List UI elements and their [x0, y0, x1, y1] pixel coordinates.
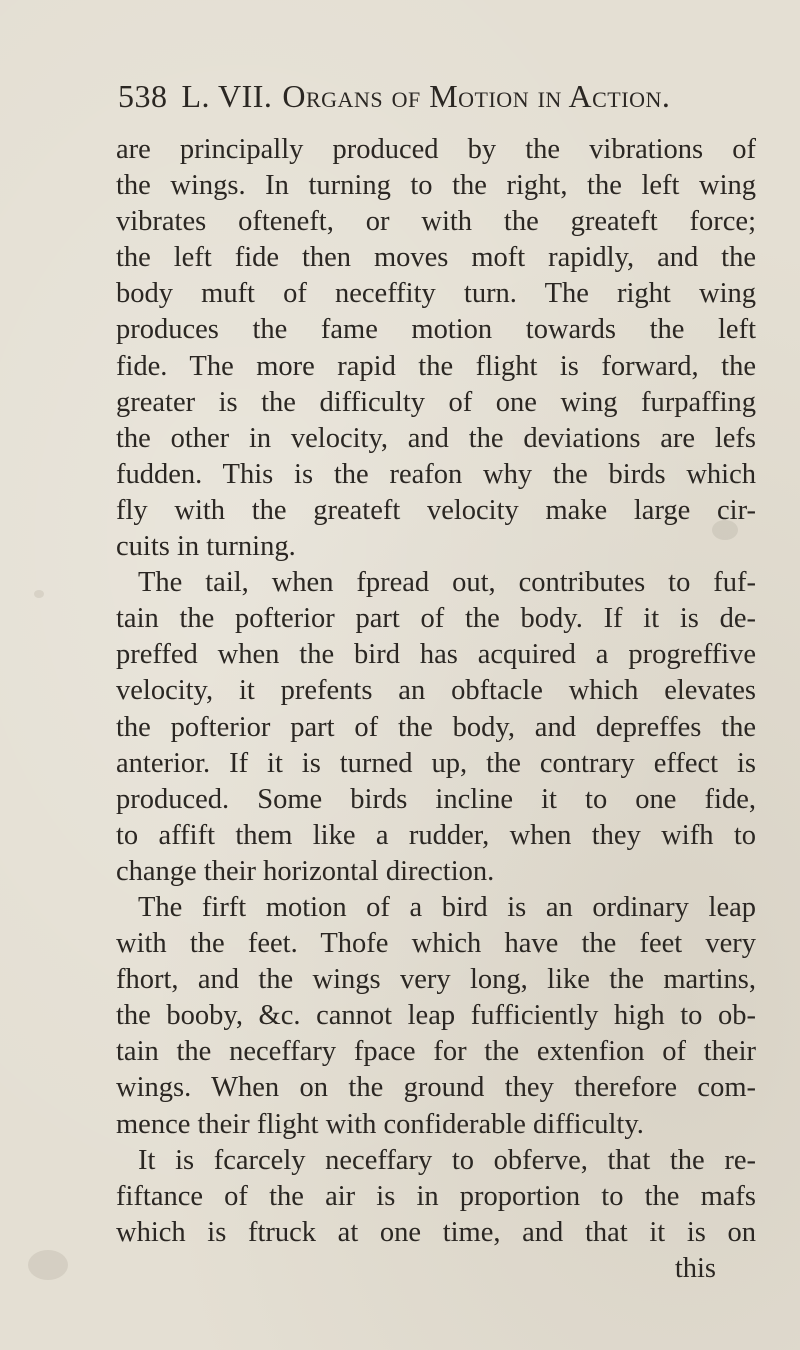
- text-line: change their horizontal direction.: [116, 855, 495, 887]
- text-line: with the feet. Thofe which have the feet very: [116, 928, 756, 960]
- page-number: 538: [118, 78, 168, 114]
- body-text: [116, 132, 756, 1287]
- foxing-stain: [28, 1250, 68, 1280]
- text-line: The tail, when fpread out, contributes to fuf-: [138, 567, 756, 599]
- text-line: produced. Some birds incline it to one fide,: [116, 783, 756, 815]
- text-line: fudden. This is the reafon why the birds which: [116, 458, 756, 490]
- text-line: are principally produced by the vibrations of: [116, 134, 756, 165]
- text-line: velocity, it prefents an obftacle which elevates: [116, 675, 756, 707]
- catchword: this: [674, 1252, 716, 1284]
- text-line: preffed when the bird has acquired a progreffive: [116, 639, 756, 671]
- text-line: fly with the greateft velocity make large cir-: [116, 494, 756, 526]
- text-line: tain the pofterior part of the body. If it is de-: [116, 603, 756, 635]
- text-line: It is fcarcely neceffary to obferve, that the re-: [138, 1144, 756, 1176]
- text-line: vibrates ofteneft, or with the greateft force;: [116, 206, 756, 238]
- text-line: body muft of neceffity turn. The right wing: [116, 278, 756, 310]
- text-line: to affift them like a rudder, when they wifh to: [116, 819, 756, 851]
- text-line: mence their flight with confiderable difficulty.: [116, 1108, 644, 1140]
- chapter-reference: L. VII.: [181, 78, 273, 114]
- text-line: the pofterior part of the body, and depreffes the: [116, 711, 756, 743]
- text-line: greater is the difficulty of one wing furpaffing: [116, 386, 756, 418]
- text-line: which is ftruck at one time, and that it is on: [116, 1216, 756, 1248]
- text-line: wings. When on the ground they therefore com-: [116, 1072, 756, 1104]
- text-line: fhort, and the wings very long, like the martins,: [116, 964, 756, 996]
- text-line: the left fide then moves moft rapidly, and the: [116, 242, 756, 274]
- text-line: produces the fame motion towards the left: [116, 314, 756, 346]
- text-line: fiftance of the air is in proportion to the mafs: [116, 1180, 756, 1212]
- text-line: the wings. In turning to the right, the left wing: [116, 170, 756, 202]
- text-line: tain the neceffary fpace for the extenfion of their: [116, 1036, 756, 1068]
- foxing-stain: [34, 590, 44, 598]
- running-head: [118, 78, 738, 115]
- chapter-title: Organs of Motion in Action.: [282, 78, 671, 114]
- text-line: cuits in turning.: [116, 531, 296, 563]
- text-line: anterior. If it is turned up, the contrary effect is: [116, 747, 756, 779]
- text-line: the booby, &c. cannot leap fufficiently high to ob-: [116, 1000, 756, 1032]
- text-line: fide. The more rapid the flight is forward, the: [116, 350, 756, 382]
- text-line: the other in velocity, and the deviations are lefs: [116, 422, 756, 454]
- text-line: The firft motion of a bird is an ordinary leap: [138, 891, 756, 923]
